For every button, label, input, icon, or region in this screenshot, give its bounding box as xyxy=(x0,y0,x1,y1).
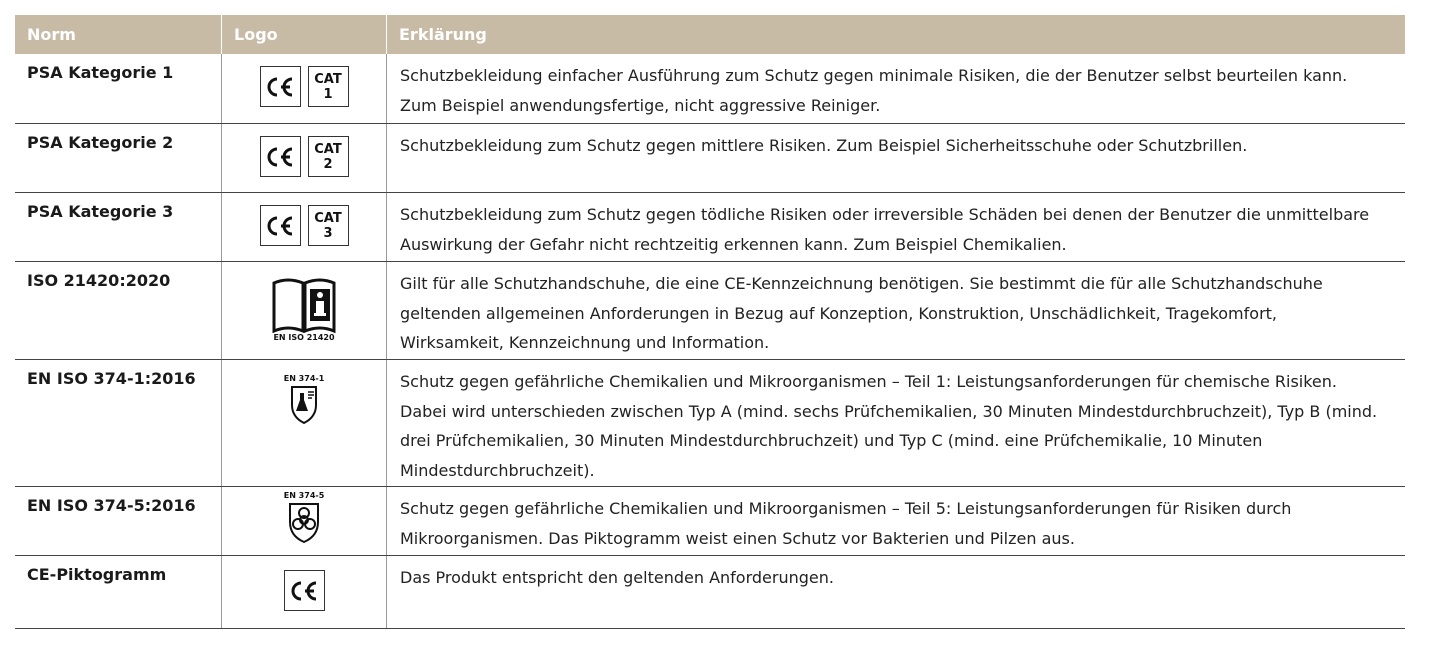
norm-cell: CE-Piktogramm xyxy=(15,556,222,628)
info-book-icon xyxy=(270,275,338,333)
explanation-cell: Schutz gegen gefährliche Chemikalien und Mikroorganismen – Teil 1: Leistungsanforderungen für chemische Risiken. Dabei wird unterschieden zwischen Typ A (mind. sechs Prüfchemikalien, 30 Minuten Mindestdurchbruchzeit), Typ B (mind. drei Prüfchemikalien, 30 Minuten Mindestdurchbruchzeit) und Typ C (mind. eine Prüfchemikalie, 10 Minuten Mindestdurchbruchzeit). xyxy=(400,372,1378,480)
table-row xyxy=(15,124,1405,193)
cat-box-icon xyxy=(308,205,349,246)
ce-mark-icon xyxy=(260,205,301,246)
table-row xyxy=(15,360,1405,487)
logo-cell xyxy=(222,193,387,261)
explanation-cell: Schutzbekleidung zum Schutz gegen mittlere Risiken. Zum Beispiel Sicherheitsschuhe oder Schutzbrillen. xyxy=(400,136,1248,155)
norm-table xyxy=(15,15,1405,629)
logo-cell xyxy=(222,124,387,192)
table-row xyxy=(15,262,1405,360)
cat-label: CAT xyxy=(314,210,342,226)
norm-cell: ISO 21420:2020 xyxy=(15,262,222,359)
logo-cell xyxy=(222,556,387,628)
flask-shield-icon xyxy=(289,383,319,425)
cat-box-icon xyxy=(308,136,349,177)
cat-label: CAT xyxy=(314,71,342,87)
logo-cell xyxy=(222,487,387,555)
ce-mark-icon xyxy=(260,136,301,177)
header-logo: Logo xyxy=(222,15,387,54)
norm-cell: PSA Kategorie 2 xyxy=(15,124,222,192)
ce-mark-icon xyxy=(284,570,325,611)
norm-cell: EN ISO 374-5:2016 xyxy=(15,487,222,555)
cat-number: 2 xyxy=(323,156,333,172)
norm-cell: PSA Kategorie 1 xyxy=(15,54,222,123)
logo-label: EN 374-5 xyxy=(283,491,325,500)
table-row xyxy=(15,54,1405,124)
info-book-logo xyxy=(270,275,338,342)
table-row xyxy=(15,193,1405,262)
explanation-cell: Schutzbekleidung zum Schutz gegen tödliche Risiken oder irreversible Schäden bei denen der Benutzer die unmittelbare Auswirkung der Gefahr nicht rechtzeitig erkennen kann. Zum Beispiel Chemikalien. xyxy=(400,205,1370,254)
biohazard-shield-icon xyxy=(287,500,321,544)
logo-cell xyxy=(222,54,387,123)
logo-label: EN 374-1 xyxy=(283,374,325,383)
table-row xyxy=(15,487,1405,556)
explanation-cell: Gilt für alle Schutzhandschuhe, die eine CE-Kennzeichnung benötigen. Sie bestimmt die für alle Schutzhandschuhe geltenden allgemeinen Anforderungen in Bezug auf Konzeption, Konstruktion, Unschädlichkeit, Tragekomfort, Wirksamkeit, Kennzeichnung und Information. xyxy=(400,274,1323,352)
header-norm: Norm xyxy=(15,15,222,54)
header-erklaerung: Erklärung xyxy=(399,25,487,44)
logo-label: EN ISO 21420 xyxy=(273,333,335,342)
flask-shield-logo xyxy=(284,374,325,425)
cat-number: 3 xyxy=(323,225,333,241)
cat-number: 1 xyxy=(323,86,333,102)
logo-cell xyxy=(222,360,387,486)
norm-cell: EN ISO 374-1:2016 xyxy=(15,360,222,486)
explanation-cell: Schutz gegen gefährliche Chemikalien und Mikroorganismen – Teil 5: Leistungsanforderungen für Risiken durch Mikroorganismen. Das Piktogramm weist einen Schutz vor Bakterien und Pilzen aus. xyxy=(400,499,1292,548)
table-row xyxy=(15,556,1405,629)
logo-cell xyxy=(222,262,387,359)
cat-label: CAT xyxy=(314,141,342,157)
explanation-cell: Das Produkt entspricht den geltenden Anforderungen. xyxy=(400,568,834,587)
cat-box-icon xyxy=(308,66,349,107)
ce-mark-icon xyxy=(260,66,301,107)
table-header xyxy=(15,15,1405,54)
norm-cell: PSA Kategorie 3 xyxy=(15,193,222,261)
explanation-cell: Schutzbekleidung einfacher Ausführung zum Schutz gegen minimale Risiken, die der Benutzer selbst beurteilen kann. Zum Beispiel anwendungsfertige, nicht aggressive Reiniger. xyxy=(400,66,1348,115)
biohazard-shield-logo xyxy=(284,491,325,544)
